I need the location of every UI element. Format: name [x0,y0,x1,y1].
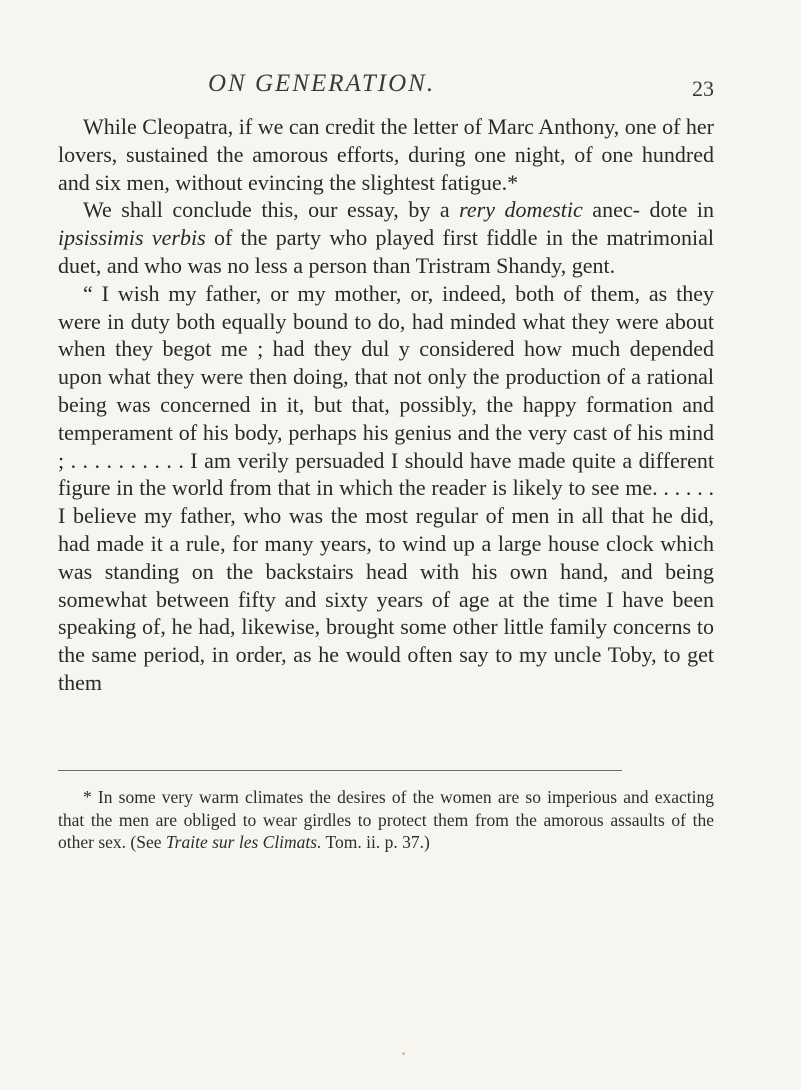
paragraph-shandy-quote-text: “ I wish my father, or my mother, or, indeed, both of them, as they were in duty both equally bound to do, had minded what they were about when they begot me ; had they dul y considered how much depended upon what they were then doing, that not only the production of a rational being was concerned in it, but that, possibly, the happy formation and temperament of his body, perhaps his genius and the very cast of his mind ; . . . . . . . . . . I am verily persuaded I should have made quite a different figure in the world from that in which the reader is likely to see me. . . . . . I believe my father, who was the most regular of men in all that he did, had made it a rule, for many years, to wind up a large house clock which was standing on the backstairs head with his own hand, and being somewhat between fifty and sixty years of age at the time I have been speaking of, he had, likewise, brought some other little family concerns to the same period, in order, as he would often say to my uncle Toby, to get them [58,280,714,695]
italic-phrase-domestic: rery domestic [459,197,583,223]
running-title: ON GENERATION. [208,70,436,97]
paragraph-conclusion-text-b: anec- dote in [582,197,715,223]
paragraph-conclusion-text-a: We shall conclude this, our essay, by a [83,197,460,223]
footnote-paragraph [58,786,714,854]
paragraph-conclusion-text-c: of the party who played first fiddle in the matrimonial duet, and who was no less a person than Tristram Shandy, gent. [58,225,714,278]
italic-phrase-ipsissimis: ipsissimis verbis [58,225,206,251]
paper-speck [402,1052,405,1055]
footnote [58,786,714,854]
footnote-text-a: In some very warm climates the desires of the women are so imperious and exacting that the men are obliged to wear girdles to protect them from the amorous assaults of the other sex. (See [58,787,714,852]
footnote-italic-title: Traite sur les Climats. [165,832,322,852]
paragraph-cleopatra-text: While Cleopatra, if we can credit the letter of Marc Anthony, one of her lovers, sustained the amorous efforts, during one night, of one hundred and six men, without evincing the slightest fatigue. [58,114,714,195]
paragraph-conclusion [58,196,714,279]
paragraph-shandy-quote [58,280,714,697]
footnote-text-b: Tom. ii. p. 37.) [321,832,430,852]
running-head [58,70,714,100]
paragraph-cleopatra [58,113,714,196]
page-number: 23 [692,76,714,101]
footnote-marker: * [83,787,92,807]
body-text [58,113,714,697]
footnote-divider [58,770,622,771]
footnote-reference: * [507,169,519,195]
